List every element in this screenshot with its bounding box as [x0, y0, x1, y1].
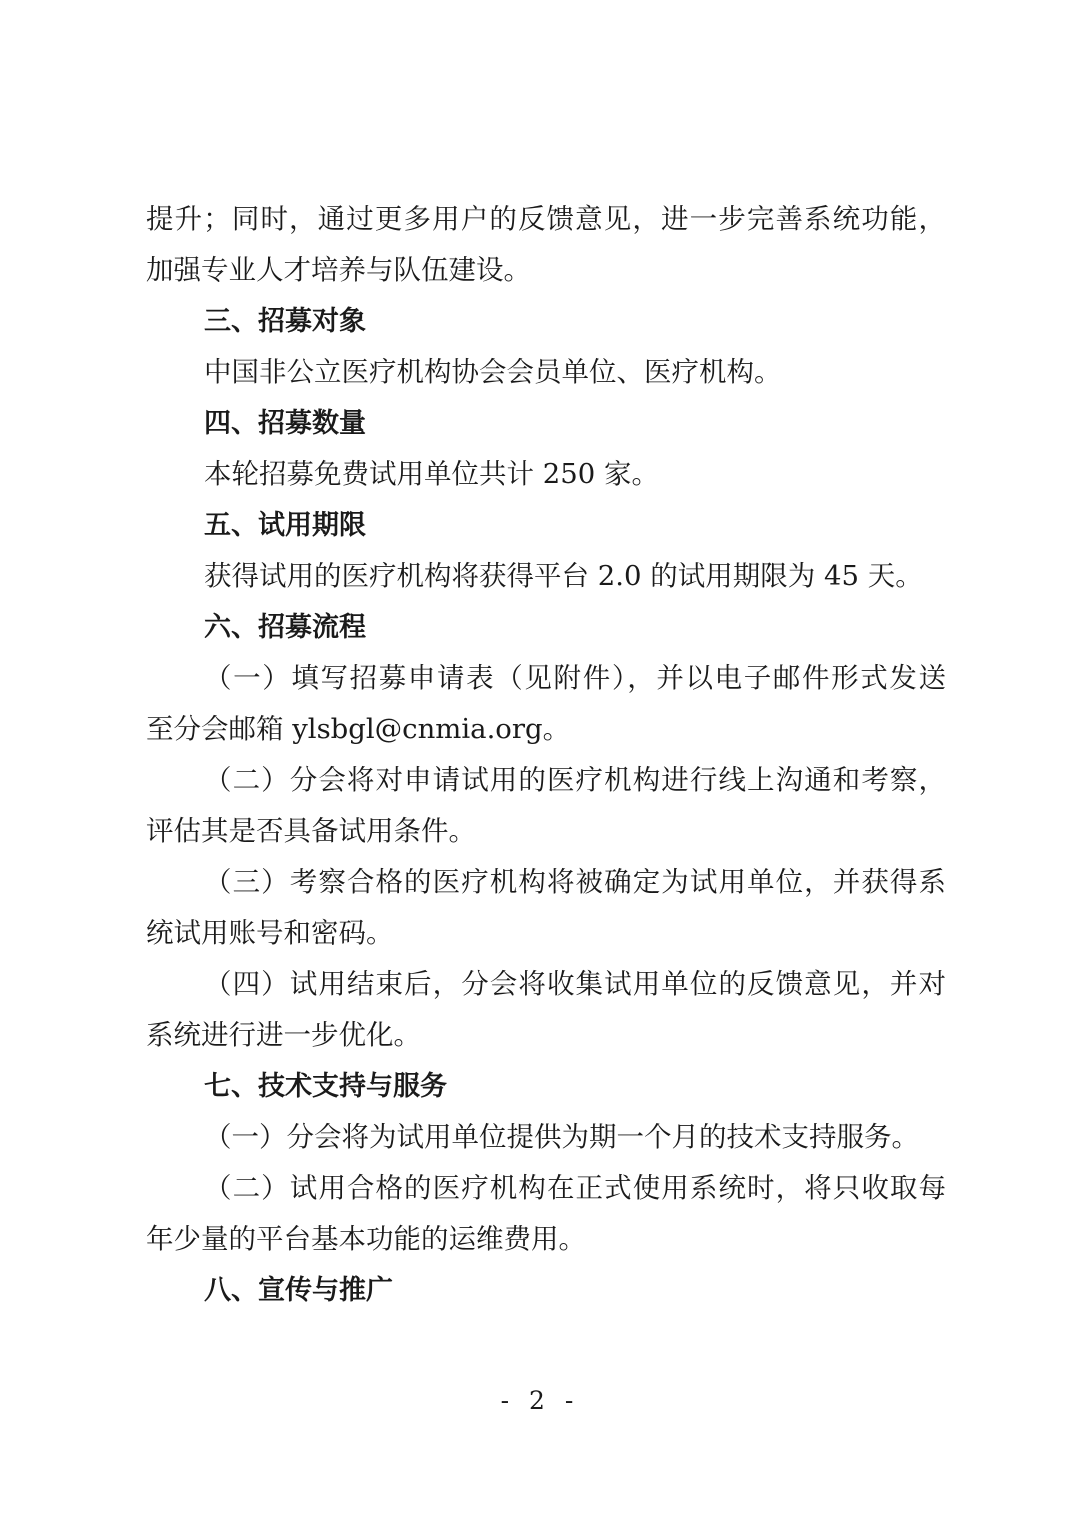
section-heading: 七、技术支持与服务 [204, 1071, 447, 1102]
paragraph-line: 本轮招募免费试用单位共计 250 家。 [204, 458, 659, 490]
paragraph-line: 中国非公立医疗机构协会会员单位、医疗机构。 [204, 356, 782, 388]
section-heading: 三、招募对象 [204, 306, 366, 337]
paragraph-line: 提升；同时，通过更多用户的反馈意见，进一步完善系统功能， [146, 203, 946, 235]
paragraph-line: （三）考察合格的医疗机构将被确定为试用单位，并获得系 [204, 866, 946, 898]
page-number: - 2 - [500, 1386, 580, 1415]
paragraph-line: 评估其是否具备试用条件。 [146, 815, 476, 847]
paragraph-line: （四）试用结束后，分会将收集试用单位的反馈意见，并对 [204, 968, 946, 1000]
section-heading: 八、宣传与推广 [204, 1275, 393, 1306]
section-heading: 四、招募数量 [204, 408, 366, 439]
paragraph-line: 统试用账号和密码。 [146, 917, 394, 949]
paragraph-line: 年少量的平台基本功能的运维费用。 [146, 1223, 586, 1255]
paragraph-line: 加强专业人才培养与队伍建设。 [146, 254, 531, 286]
paragraph-line: 系统进行进一步优化。 [146, 1019, 421, 1051]
paragraph-line: 获得试用的医疗机构将获得平台 2.0 的试用期限为 45 天。 [204, 560, 923, 592]
document-body [146, 194, 946, 1316]
paragraph-line: （二）试用合格的医疗机构在正式使用系统时，将只收取每 [204, 1172, 946, 1204]
paragraph-line: （二）分会将对申请试用的医疗机构进行线上沟通和考察， [204, 764, 946, 796]
paragraph-line: （一）填写招募申请表（见附件），并以电子邮件形式发送 [204, 662, 946, 694]
paragraph-line: （一）分会将为试用单位提供为期一个月的技术支持服务。 [204, 1121, 919, 1153]
section-heading: 六、招募流程 [204, 612, 366, 643]
paragraph-line: 至分会邮箱 ylsbgl@cnmia.org。 [146, 713, 571, 745]
section-heading: 五、试用期限 [204, 510, 366, 541]
